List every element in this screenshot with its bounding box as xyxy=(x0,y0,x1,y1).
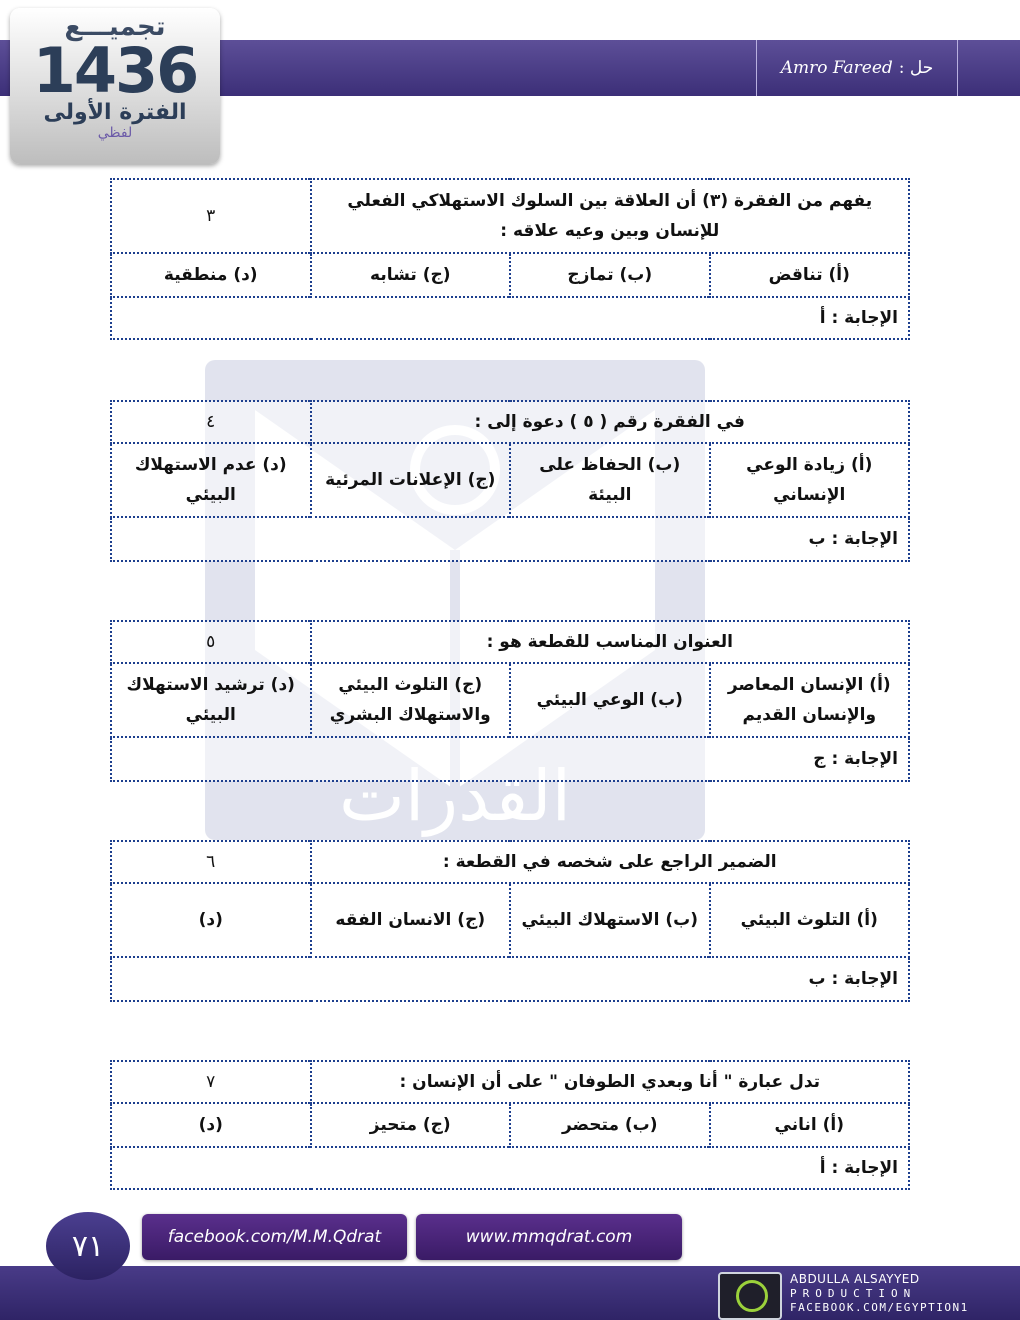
question-number: ٤ xyxy=(111,401,311,443)
logo-type: لفظي xyxy=(97,125,133,141)
option-b: (ب) الوعي البيئي xyxy=(510,663,710,737)
question-number: ٧ xyxy=(111,1061,311,1103)
credit-name: Amro Fareed xyxy=(780,58,893,78)
option-b: (ب) متحضر xyxy=(510,1103,710,1147)
camera-lens-icon xyxy=(718,1272,782,1320)
option-d: (د) xyxy=(111,883,311,957)
option-a: (أ) الإنسان المعاصر والإنسان القديم xyxy=(710,663,910,737)
logo-period: الفترة الأولى xyxy=(43,100,187,125)
collection-logo xyxy=(10,8,220,164)
question-text: في الفقرة رقم ( ٥ ) دعوة إلى : xyxy=(311,401,910,443)
watermark-text: القدرات xyxy=(338,755,572,837)
producer-production: PRODUCTION xyxy=(790,1287,917,1300)
credit-label: حل : xyxy=(898,58,934,78)
question-number: ٦ xyxy=(111,841,311,883)
question-text: تدل عبارة " أنا وبعدي الطوفان " على أن الإنسان : xyxy=(311,1061,910,1103)
option-c: (ج) الانسان الفقه xyxy=(311,883,511,957)
option-d: (د) عدم الاستهلاك البيئي xyxy=(111,443,311,517)
option-b: (ب) تمازج xyxy=(510,253,710,297)
option-a: (أ) زيادة الوعي الإنساني xyxy=(710,443,910,517)
answer: الإجابة : ب xyxy=(111,957,909,1001)
producer-facebook: FACEBOOK.COM/EGYPTION1 xyxy=(790,1301,969,1314)
answer: الإجابة : ج xyxy=(111,737,909,781)
question-table-7 xyxy=(110,1060,910,1190)
option-d: (د) منطقية xyxy=(111,253,311,297)
question-number: ٥ xyxy=(111,621,311,663)
option-c: (ج) متحيز xyxy=(311,1103,511,1147)
option-a: (أ) تناقض xyxy=(710,253,910,297)
option-a: (أ) التلوث البيئي xyxy=(710,883,910,957)
question-text: يفهم من الفقرة (٣) أن العلاقة بين السلوك الاستهلاكي الفعلي للإنسان وبين وعيه علاقه : xyxy=(311,179,910,253)
solver-credit xyxy=(756,40,958,96)
answer: الإجابة : ب xyxy=(111,517,909,561)
logo-year: 1436 xyxy=(32,34,198,107)
page-number: ٧١ xyxy=(46,1212,130,1280)
facebook-link[interactable]: facebook.com/M.M.Qdrat xyxy=(142,1214,407,1260)
option-a: (أ) اناني xyxy=(710,1103,910,1147)
answer: الإجابة : أ xyxy=(111,297,909,339)
question-number: ٣ xyxy=(111,179,311,253)
question-table-3 xyxy=(110,178,910,340)
option-b: (ب) الحفاظ على البيئة xyxy=(510,443,710,517)
logo-title: تجميـــع xyxy=(64,12,166,42)
question-table-4 xyxy=(110,400,910,562)
option-c: (ج) تشابه xyxy=(311,253,511,297)
question-table-6 xyxy=(110,840,910,1002)
producer-name: ABDULLA ALSAYYED xyxy=(790,1272,920,1286)
option-c: (ج) الإعلانات المرئية xyxy=(311,443,511,517)
option-d: (د) xyxy=(111,1103,311,1147)
answer: الإجابة : أ xyxy=(111,1147,909,1189)
option-b: (ب) الاستهلاك البيئي xyxy=(510,883,710,957)
question-table-5 xyxy=(110,620,910,782)
question-text: العنوان المناسب للقطعة هو : xyxy=(311,621,910,663)
option-d: (د) ترشيد الاستهلاك البيئي xyxy=(111,663,311,737)
website-link[interactable]: www.mmqdrat.com xyxy=(416,1214,682,1260)
producer-credit xyxy=(718,1270,1018,1318)
question-text: الضمير الراجع على شخصه في القطعة : xyxy=(311,841,910,883)
option-c: (ج) التلوث البيئي والاستهلاك البشري xyxy=(311,663,511,737)
